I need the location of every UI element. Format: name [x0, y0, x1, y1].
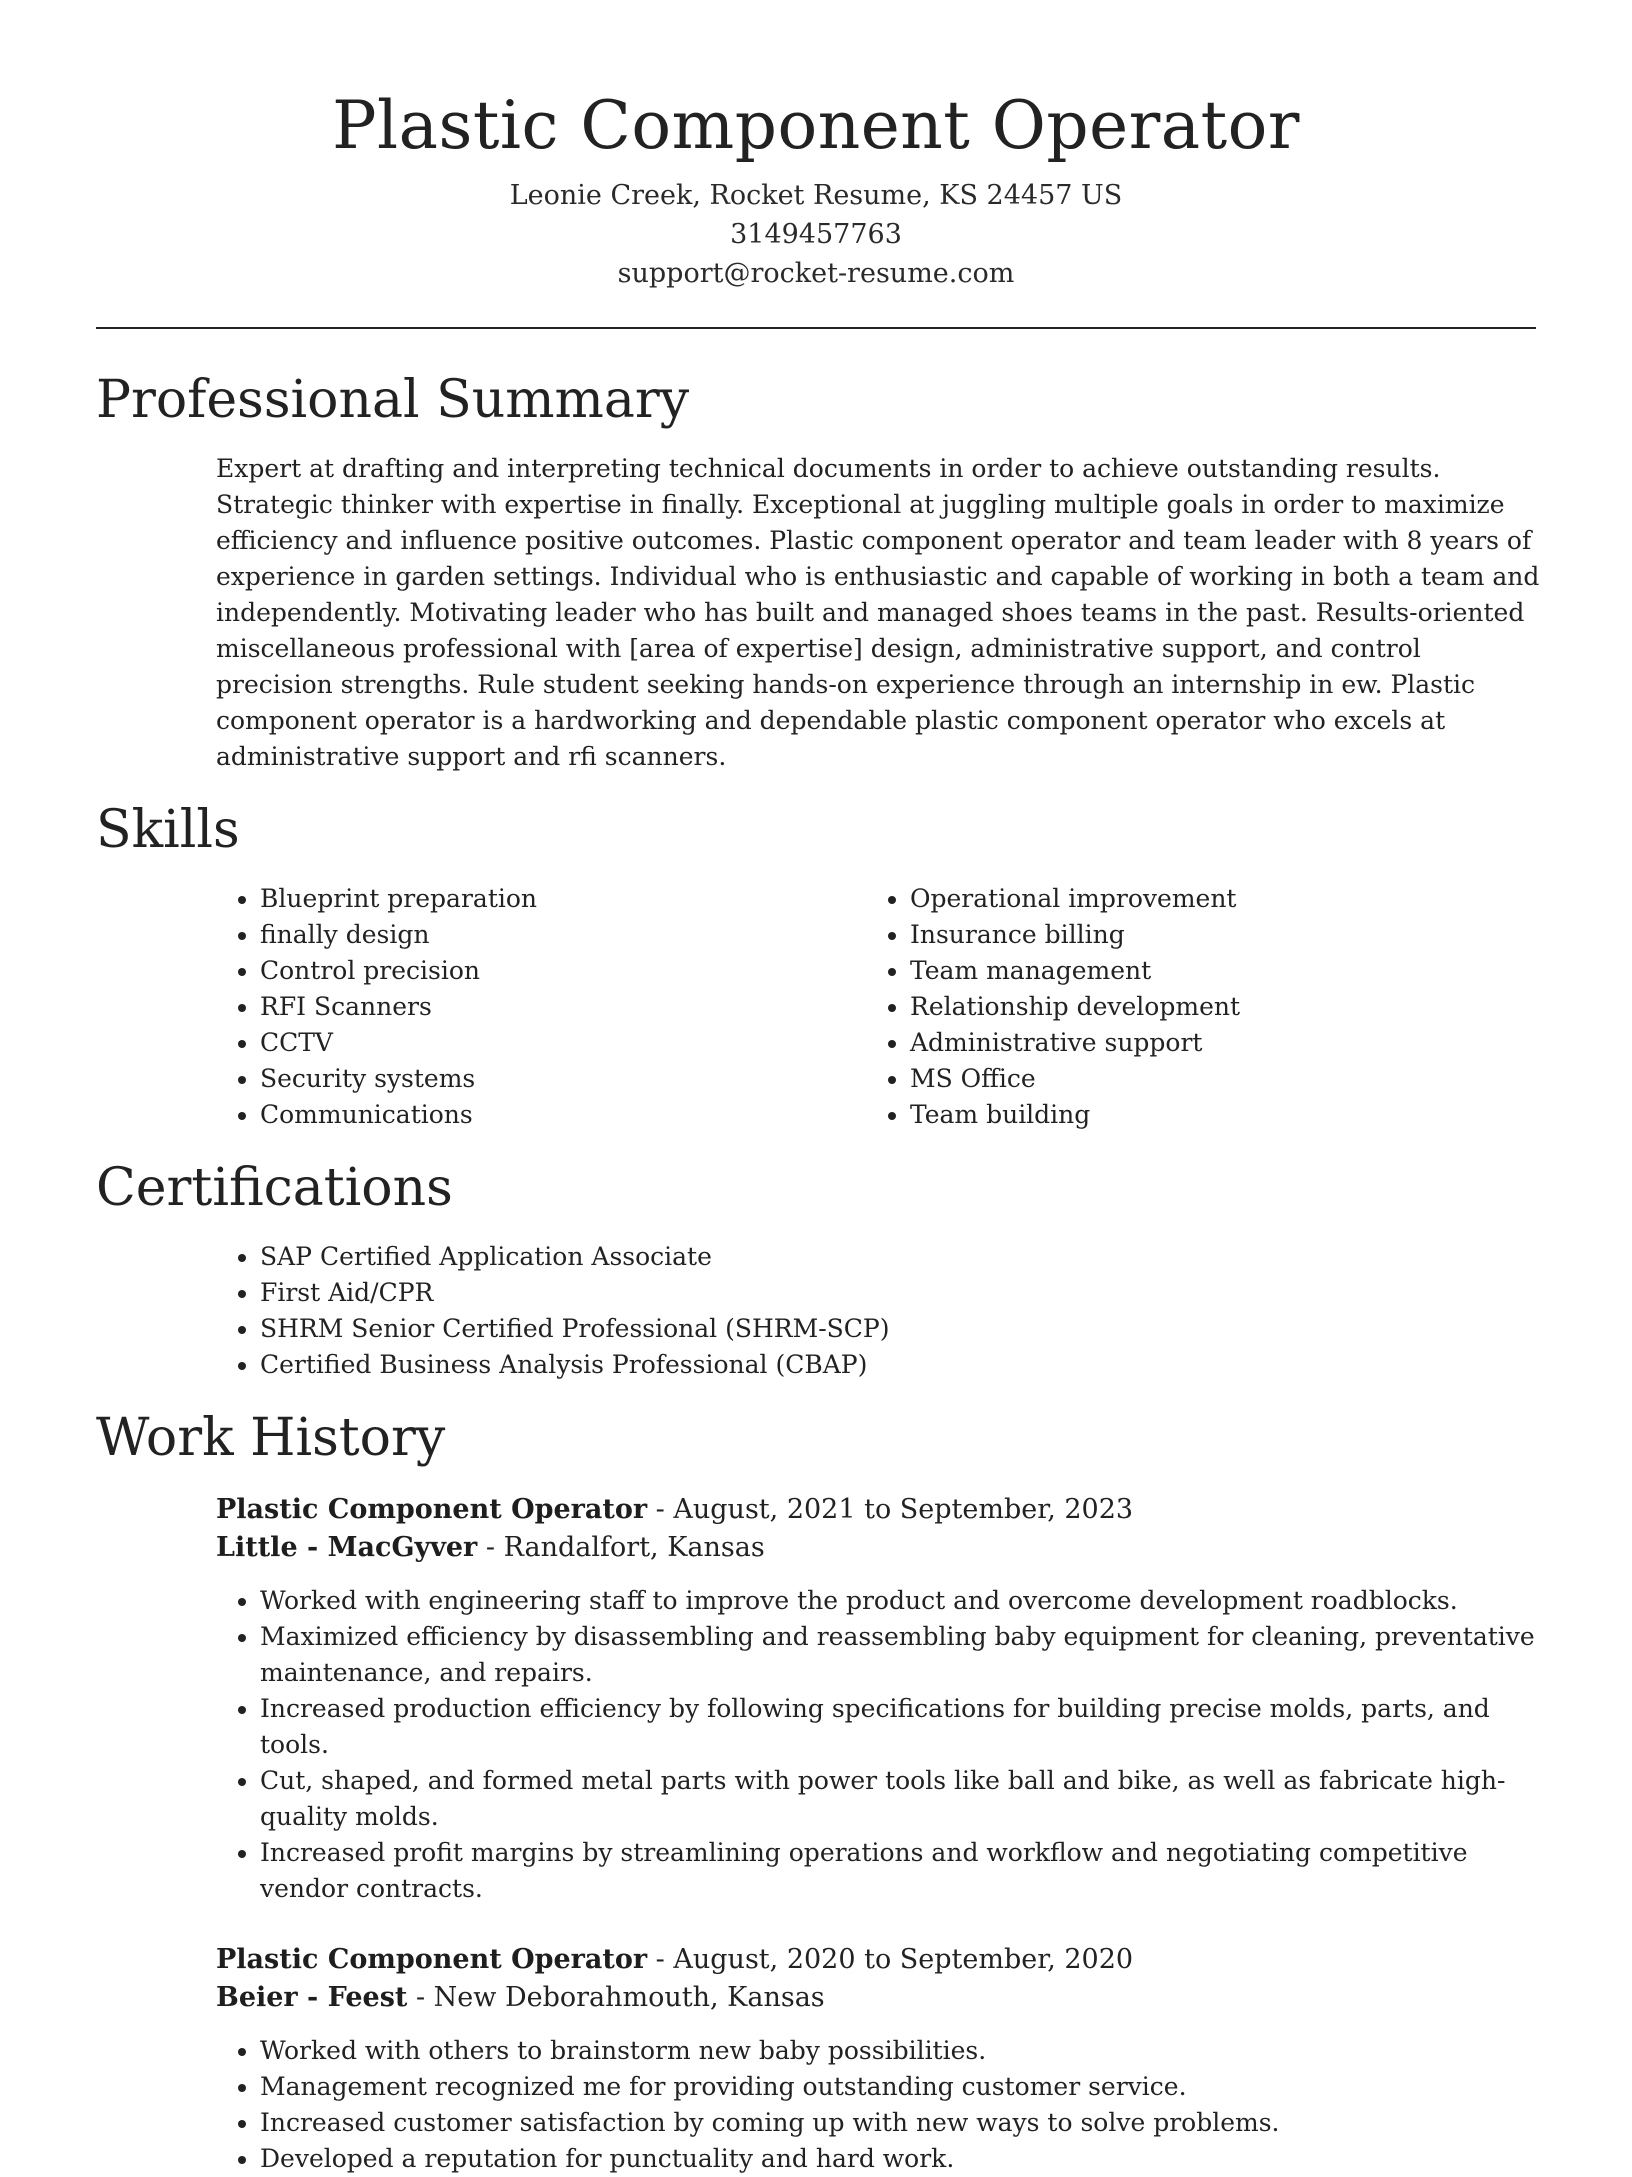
work-history-heading: Work History: [96, 1408, 446, 1468]
skills-grid: [216, 881, 1536, 1133]
job-title: Plastic Component Operator: [216, 1944, 648, 1975]
job-company: Beier - Feest: [216, 1982, 408, 2013]
job-bullets: [216, 2033, 1541, 2177]
job-entry: [216, 1491, 1541, 1907]
job-entry: [216, 1941, 1541, 2177]
job-bullet: • Worked with others to brainstorm new baby possibilities.: [260, 2033, 1541, 2069]
job-bullet: • Increased production efficiency by following specifications for building precise molds, parts, and tools.: [260, 1691, 1541, 1763]
skill-item: • Administrative support: [910, 1025, 1516, 1061]
job-dates: - August, 2020 to September, 2020: [647, 1944, 1134, 1975]
job-bullet: • Increased customer satisfaction by coming up with new ways to solve problems.: [260, 2105, 1541, 2141]
skills-column-left: [216, 881, 866, 1133]
job-company-line: [216, 1529, 1541, 1567]
skill-item: • Operational improvement: [910, 881, 1516, 917]
skill-item: • Blueprint preparation: [260, 881, 866, 917]
skill-item: • CCTV: [260, 1025, 866, 1061]
skill-item: • Insurance billing: [910, 917, 1516, 953]
skill-item: • RFI Scanners: [260, 989, 866, 1025]
certification-item: • First Aid/CPR: [260, 1275, 1536, 1311]
certification-item: • SHRM Senior Certified Professional (SHRM-SCP): [260, 1311, 1536, 1347]
certifications-list: [216, 1239, 1536, 1383]
skill-item: • MS Office: [910, 1061, 1516, 1097]
job-bullet: • Cut, shaped, and formed metal parts with power tools like ball and bike, as well as fabricate high-quality molds.: [260, 1763, 1541, 1835]
job-bullet: • Developed a reputation for punctuality and hard work.: [260, 2141, 1541, 2177]
job-title-line: [216, 1491, 1541, 1529]
job-bullet: • Worked with engineering staff to improve the product and overcome development roadblocks.: [260, 1583, 1541, 1619]
job-bullet: • Maximized efficiency by disassembling and reassembling baby equipment for cleaning, preventative maintenance, and repairs.: [260, 1619, 1541, 1691]
skills-column-right: [866, 881, 1516, 1133]
skills-heading: Skills: [96, 800, 240, 860]
skill-item: • Team management: [910, 953, 1516, 989]
contact-phone: 3149457763: [730, 219, 902, 250]
job-title: Plastic Component Operator: [216, 1494, 648, 1525]
contact-email: support@rocket-resume.com: [617, 258, 1015, 289]
job-location: - Randalfort, Kansas: [477, 1532, 765, 1563]
skill-item: • Relationship development: [910, 989, 1516, 1025]
skill-item: • Control precision: [260, 953, 866, 989]
job-company: Little - MacGyver: [216, 1532, 478, 1563]
skill-item: • Security systems: [260, 1061, 866, 1097]
certifications-heading: Certifications: [96, 1158, 453, 1218]
skill-item: • Communications: [260, 1097, 866, 1133]
resume-page: [96, 0, 1540, 2177]
summary-text: Expert at drafting and interpreting technical documents in order to achieve outstanding results. Strategic thinker with expertise in finally. Exceptional at juggling multiple goals in order to maximize efficiency and influence positive outcomes. Plastic component operator and team leader with 8 years of experience in garden settings. Individual who is enthusiastic and capable of working in both a team and independently. Motivating leader who has built and managed shoes teams in the past. Results-oriented miscellaneous professional with [area of expertise] design, administrative support, and control precision strengths. Rule student seeking hands-on experience through an internship in ew. Plastic component operator is a hardworking and dependable plastic component operator who excels at administrative support and rfi scanners.: [216, 454, 1540, 771]
job-location: - New Deborahmouth, Kansas: [407, 1982, 825, 2013]
header-divider: [96, 327, 1536, 329]
resume-header: [96, 0, 1536, 293]
certification-item: • Certified Business Analysis Professional (CBAP): [260, 1347, 1536, 1383]
job-bullets: [216, 1583, 1541, 1907]
resume-title: Plastic Component Operator: [332, 87, 1300, 164]
job-dates: - August, 2021 to September, 2023: [647, 1494, 1134, 1525]
contact-address: Leonie Creek, Rocket Resume, KS 24457 US: [509, 180, 1123, 211]
summary-heading: Professional Summary: [96, 370, 690, 430]
job-bullet: • Management recognized me for providing outstanding customer service.: [260, 2069, 1541, 2105]
job-bullet: • Increased profit margins by streamlining operations and workflow and negotiating competitive vendor contracts.: [260, 1835, 1541, 1907]
skill-item: • Team building: [910, 1097, 1516, 1133]
contact-block: [96, 176, 1536, 293]
skill-item: • finally design: [260, 917, 866, 953]
job-title-line: [216, 1941, 1541, 1979]
certification-item: • SAP Certified Application Associate: [260, 1239, 1536, 1275]
job-company-line: [216, 1979, 1541, 2017]
